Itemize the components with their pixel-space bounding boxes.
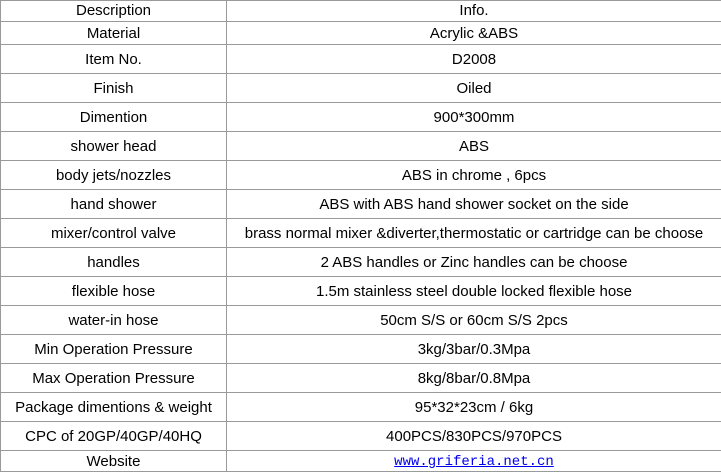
table-row <box>1 22 721 45</box>
row-value: ABS in chrome , 6pcs <box>227 161 721 190</box>
row-value: ABS <box>227 132 721 161</box>
row-label: Material <box>1 22 227 45</box>
row-label: Dimention <box>1 103 227 132</box>
table-row <box>1 161 721 190</box>
row-label: flexible hose <box>1 277 227 306</box>
row-value: Oiled <box>227 74 721 103</box>
row-value: 400PCS/830PCS/970PCS <box>227 422 721 451</box>
website-label: Website <box>1 451 227 472</box>
row-label: CPC of 20GP/40GP/40HQ <box>1 422 227 451</box>
row-label: body jets/nozzles <box>1 161 227 190</box>
header-info: Info. <box>227 1 721 22</box>
table-header-row <box>1 1 721 22</box>
table-row <box>1 393 721 422</box>
row-value: 900*300mm <box>227 103 721 132</box>
row-label: Min Operation Pressure <box>1 335 227 364</box>
table-row <box>1 306 721 335</box>
row-value: 2 ABS handles or Zinc handles can be choose <box>227 248 721 277</box>
table-row <box>1 45 721 74</box>
row-label: hand shower <box>1 190 227 219</box>
website-row <box>1 451 721 472</box>
row-label: shower head <box>1 132 227 161</box>
row-label: Max Operation Pressure <box>1 364 227 393</box>
row-value: ABS with ABS hand shower socket on the side <box>227 190 721 219</box>
row-label: Item No. <box>1 45 227 74</box>
row-value: 1.5m stainless steel double locked flexible hose <box>227 277 721 306</box>
table-row <box>1 219 721 248</box>
row-value: 50cm S/S or 60cm S/S 2pcs <box>227 306 721 335</box>
row-value: Acrylic &ABS <box>227 22 721 45</box>
table-row <box>1 103 721 132</box>
row-value: 3kg/3bar/0.3Mpa <box>227 335 721 364</box>
row-value: D2008 <box>227 45 721 74</box>
table-row <box>1 74 721 103</box>
row-label: Package dimentions & weight <box>1 393 227 422</box>
row-label: water-in hose <box>1 306 227 335</box>
row-value: 95*32*23cm / 6kg <box>227 393 721 422</box>
header-description: Description <box>1 1 227 22</box>
table-row <box>1 132 721 161</box>
row-label: handles <box>1 248 227 277</box>
table-row <box>1 277 721 306</box>
table-row <box>1 248 721 277</box>
table-row <box>1 364 721 393</box>
row-label: mixer/control valve <box>1 219 227 248</box>
website-cell <box>227 451 721 472</box>
row-value: 8kg/8bar/0.8Mpa <box>227 364 721 393</box>
table-row <box>1 422 721 451</box>
row-value: brass normal mixer &diverter,thermostatic or cartridge can be choose <box>227 219 721 248</box>
table-row <box>1 190 721 219</box>
website-link[interactable]: www.griferia.net.cn <box>394 454 554 470</box>
table-row <box>1 335 721 364</box>
row-label: Finish <box>1 74 227 103</box>
